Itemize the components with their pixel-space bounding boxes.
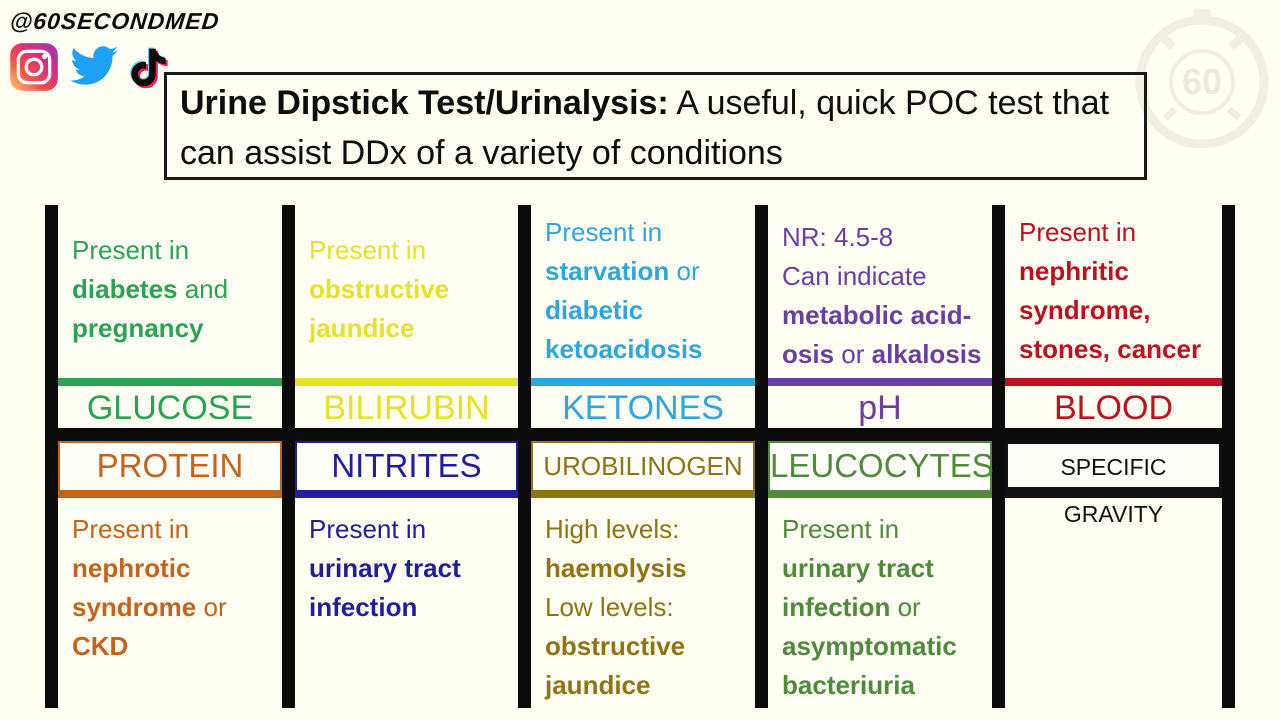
social-icons (8, 40, 172, 94)
title-box (164, 72, 1147, 180)
table-vertical-border (282, 205, 295, 708)
blood-color-bar (1005, 378, 1222, 386)
blood-label: BLOOD (1053, 389, 1174, 427)
bilirubin-label: BILIRUBIN (323, 389, 490, 427)
specific-gravity-description (1005, 498, 1222, 720)
table-vertical-border (755, 205, 768, 708)
bilirubin-cell (295, 205, 518, 428)
title-bold-text: Urine Dipstick Test/Urinalysis: (180, 84, 669, 122)
specific-gravity-label: SPECIFIC GRAVITY (1005, 441, 1222, 490)
table-vertical-border (992, 205, 1005, 708)
blood-description: Present in nephritic syndrome, stones, cancer (1019, 217, 1202, 364)
urobilinogen-cell (531, 441, 755, 708)
glucose-label: GLUCOSE (86, 389, 254, 427)
leucocytes-cell (768, 441, 992, 708)
svg-text:60: 60 (1181, 61, 1223, 102)
nitrites-cell (295, 441, 518, 708)
urobilinogen-color-bar (531, 490, 755, 498)
table-vertical-border (518, 205, 531, 708)
twitter-icon (66, 40, 120, 94)
glucose-color-bar (58, 378, 282, 386)
account-handle: @60SECONDMED (8, 8, 221, 34)
leucocytes-description: Present in urinary tract infection or asymptomatic bacteriuria (782, 514, 957, 700)
stopwatch-logo-watermark-icon (1131, 8, 1273, 150)
ph-color-bar (768, 378, 992, 386)
table-vertical-border (1222, 205, 1235, 708)
urobilinogen-label: UROBILINOGEN (531, 441, 755, 490)
protein-description: Present in nephrotic syndrome or CKD (72, 514, 227, 661)
ketones-color-bar (531, 378, 755, 386)
specific-gravity-bottom-border (1005, 490, 1222, 498)
instagram-icon (8, 41, 60, 93)
leucocytes-label: LEUCOCYTES (768, 441, 992, 490)
ketones-label: KETONES (562, 389, 724, 427)
ketones-description: Present in starvation or diabetic ketoacidosis (545, 217, 703, 364)
bilirubin-color-bar (295, 378, 518, 386)
ph-label: pH (858, 389, 902, 427)
glucose-cell (58, 205, 282, 428)
leucocytes-color-bar (768, 490, 992, 498)
nitrites-description: Present in urinary tract infection (309, 514, 461, 622)
nitrites-color-bar (295, 490, 518, 498)
nitrites-label: NITRITES (295, 441, 518, 490)
table-horizontal-divider (45, 428, 1235, 441)
urobilinogen-description: High levels: haemolysis Low levels: obstructive jaundice (545, 514, 687, 700)
ph-cell (768, 205, 992, 428)
protein-label: PROTEIN (58, 441, 282, 490)
protein-cell (58, 441, 282, 708)
specific-gravity-cell (1005, 441, 1222, 708)
ph-description: NR: 4.5-8 Can indicate metabolic acid- osis or alkalosis (782, 222, 982, 369)
ketones-cell (531, 205, 755, 428)
title-rest-text: A useful, quick POC test that can assist DDx of a variety of conditions (180, 84, 1110, 172)
bilirubin-description: Present in obstructive jaundice (309, 235, 450, 343)
table-vertical-border (45, 205, 58, 708)
blood-cell (1005, 205, 1222, 428)
protein-color-bar (58, 490, 282, 498)
glucose-description: Present in diabetes and pregnancy (72, 235, 229, 343)
